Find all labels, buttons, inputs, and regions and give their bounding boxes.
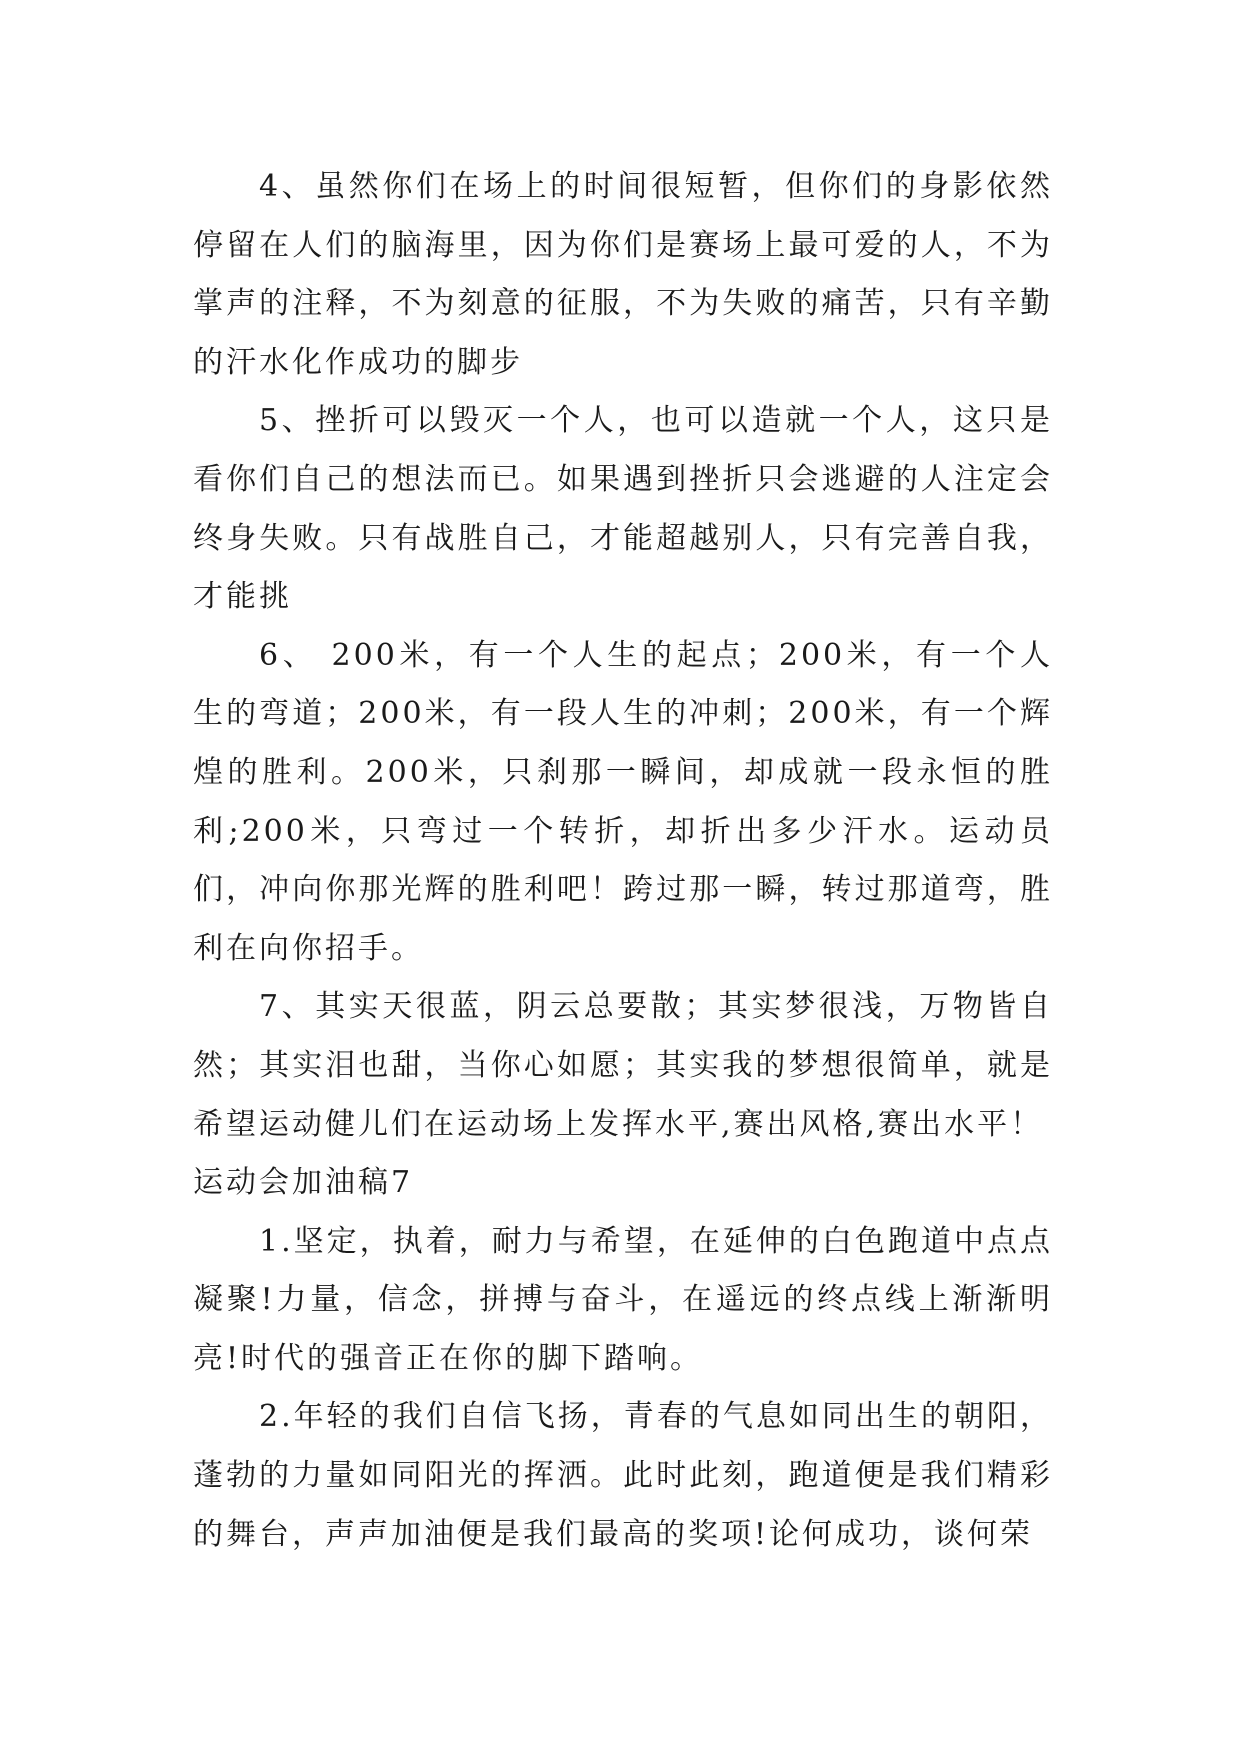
paragraph-2: 2.年轻的我们自信飞扬，青春的气息如同出生的朝阳，蓬勃的力量如同阳光的挥洒。此时此刻，跑道便是我们精彩的舞台，声声加油便是我们最高的奖项!论何成功，谈何荣 — [193, 1399, 1053, 1552]
paragraph-1: 1.坚定，执着，耐力与希望，在延伸的白色跑道中点点凝聚!力量，信念，拼搏与奋斗，在遥远的终点线上渐渐明亮!时代的强音正在你的脚下踏响。 — [193, 1223, 1053, 1376]
paragraph-5: 5、挫折可以毁灭一个人，也可以造就一个人，这只是看你们自己的想法而已。如果遇到挫折只会逃避的人注定会终身失败。只有战胜自己，才能超越别人，只有完善自我，才能挑 — [193, 403, 1053, 615]
paragraph-4: 4、虽然你们在场上的时间很短暂，但你们的身影依然停留在人们的脑海里，因为你们是赛场上最可爱的人，不为掌声的注释，不为刻意的征服，不为失败的痛苦，只有辛勤的汗水化作成功的脚步 — [193, 169, 1053, 380]
section-heading: 运动会加油稿7 — [193, 1165, 414, 1201]
paragraph-7: 7、其实天很蓝，阴云总要散；其实梦很浅，万物皆自然；其实泪也甜，当你心如愿；其实我的梦想很简单，就是希望运动健儿们在运动场上发挥水平,赛出风格,赛出水平！ — [193, 989, 1053, 1142]
paragraph-6: 6、 200米，有一个人生的起点；200米，有一个人生的弯道；200米，有一段人生的冲刺；200米，有一个辉煌的胜利。200米，只刹那一瞬间，却成就一段永恒的胜利;200米，只弯过一个转折，却折出多少汗水。运动员们，冲向你那光辉的胜利吧！跨过那一瞬，转过那道弯，胜利在向你招手。 — [193, 637, 1053, 966]
document-body — [193, 158, 1053, 1564]
